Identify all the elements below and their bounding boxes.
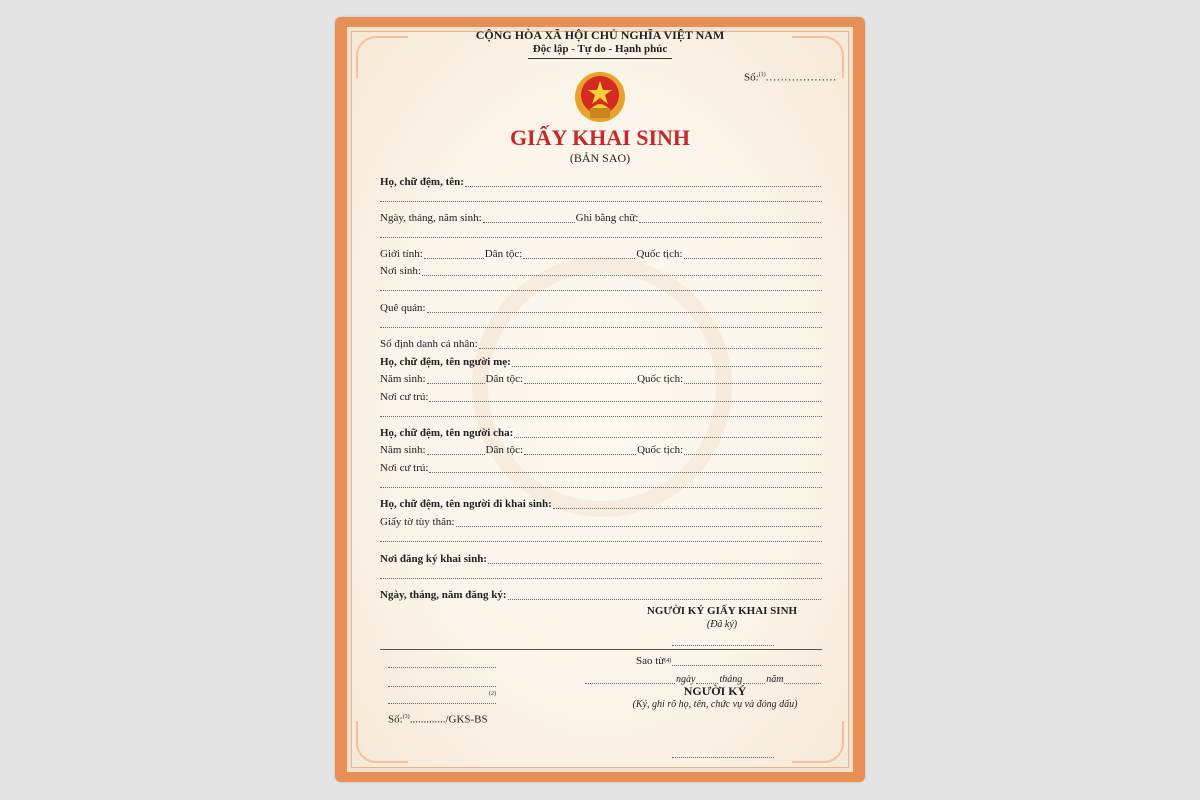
signature-line[interactable]	[672, 645, 774, 646]
copy-signer-title: NGƯỜI KÝ	[683, 684, 747, 698]
dots	[743, 683, 765, 684]
copy-from[interactable]	[636, 655, 822, 668]
dotted-line[interactable]	[380, 578, 822, 579]
note-ref: (1)	[758, 72, 766, 78]
dotted-line[interactable]	[380, 201, 822, 202]
label: Quốc tịch:	[637, 373, 684, 385]
dots	[456, 526, 821, 527]
label: Dân tộc:	[484, 248, 523, 260]
number-label: Số:	[744, 71, 759, 84]
dots	[684, 383, 821, 384]
dots	[508, 599, 821, 600]
label: Họ, chữ đệm, tên người cha:	[380, 427, 514, 439]
label: Quốc tịch:	[637, 444, 684, 456]
field-father-details[interactable]	[380, 444, 822, 457]
field-mother-residence[interactable]	[380, 391, 822, 404]
field-hometown[interactable]	[380, 302, 822, 315]
divider	[380, 649, 822, 650]
label: Quê quán:	[380, 302, 426, 314]
corner-ornament	[356, 36, 408, 78]
label: ngày	[676, 674, 696, 685]
certificate-number	[744, 69, 837, 85]
field-full-name[interactable]	[380, 176, 822, 189]
signer-note: (Đã ký)	[706, 619, 738, 630]
suffix: /GKS-BS	[445, 713, 488, 726]
label: Nơi đăng ký khai sinh:	[380, 553, 487, 565]
label: Họ, chữ đệm, tên người đi khai sinh:	[380, 498, 552, 510]
label: Năm sinh:	[380, 373, 426, 385]
dots	[639, 222, 821, 223]
copy-signer-note: (Ký, ghi rõ họ, tên, chức vụ và đóng dấu)	[632, 699, 798, 710]
label: Số:	[388, 713, 403, 726]
dotted-line[interactable]	[380, 327, 822, 328]
dots	[427, 454, 485, 455]
dots	[422, 275, 821, 276]
dotted-line[interactable]	[380, 237, 822, 238]
dots: .............	[409, 713, 446, 726]
field-birthplace[interactable]	[380, 265, 822, 278]
label: Giấy tờ tùy thân:	[380, 516, 455, 528]
label: năm	[766, 674, 784, 685]
field-declarant-name[interactable]	[380, 498, 822, 511]
field-id-number[interactable]	[380, 338, 822, 351]
dotted-line[interactable]	[380, 541, 822, 542]
label: Nơi cư trú:	[380, 391, 429, 403]
motto-underline	[528, 58, 672, 59]
label: Năm sinh:	[380, 444, 426, 456]
dotted-line[interactable]	[380, 290, 822, 291]
dots	[684, 454, 821, 455]
national-emblem-icon	[572, 70, 628, 126]
dots	[672, 665, 821, 666]
dots	[488, 563, 821, 564]
dots	[553, 508, 821, 509]
dots	[684, 258, 821, 259]
dotted-line[interactable]	[388, 667, 496, 668]
field-father-residence[interactable]	[380, 462, 822, 475]
dots	[524, 383, 636, 384]
field-mother-name[interactable]	[380, 356, 822, 369]
label: Nơi cư trú:	[380, 462, 429, 474]
emblem-watermark	[472, 257, 732, 517]
dotted-line[interactable]	[380, 487, 822, 488]
dots: ...................	[765, 71, 837, 84]
label: Sao từ	[636, 655, 665, 667]
dots	[784, 683, 821, 684]
motto: Độc lập - Tự do - Hạnh phúc	[532, 43, 668, 55]
label: Ghi bằng chữ:	[575, 212, 639, 224]
note-ref: (3)	[402, 714, 410, 720]
note-ref: (2)	[489, 691, 496, 697]
field-registration-place[interactable]	[380, 553, 822, 566]
dots	[514, 437, 821, 438]
signer-title: NGƯỜI KÝ GIẤY KHAI SINH	[646, 605, 798, 617]
dots	[523, 258, 635, 259]
note-ref: (4)	[664, 658, 672, 664]
document-title: GIẤY KHAI SINH	[509, 125, 691, 150]
dots	[483, 222, 575, 223]
label: Ngày, tháng, năm sinh:	[380, 212, 482, 224]
field-registration-date[interactable]	[380, 589, 822, 602]
dots	[429, 472, 821, 473]
label: Ngày, tháng, năm đăng ký:	[380, 589, 507, 601]
dotted-line[interactable]	[380, 416, 822, 417]
country-name: CỘNG HÒA XÃ HỘI CHỦ NGHĨA VIỆT NAM	[475, 28, 725, 42]
dotted-line[interactable]	[388, 703, 496, 704]
label: Quốc tịch:	[636, 248, 683, 260]
field-id-papers[interactable]	[380, 516, 822, 529]
dots	[585, 683, 675, 684]
label: Nơi sinh:	[380, 265, 421, 277]
label: Họ, chữ đệm, tên người mẹ:	[380, 356, 511, 368]
field-gender-ethnicity-nationality[interactable]	[380, 248, 822, 261]
dotted-line[interactable]	[388, 686, 496, 687]
dots	[465, 186, 821, 187]
label: Số định danh cá nhân:	[380, 338, 478, 350]
corner-ornament	[792, 721, 844, 763]
field-dob[interactable]	[380, 212, 822, 225]
corner-ornament	[356, 721, 408, 763]
dots	[427, 312, 821, 313]
dots	[524, 454, 636, 455]
dots	[424, 258, 484, 259]
document-subtitle: (BẢN SAO)	[569, 151, 631, 165]
label: Họ, chữ đệm, tên:	[380, 176, 464, 188]
field-father-name[interactable]	[380, 427, 822, 440]
label: Giới tính:	[380, 248, 423, 260]
dots	[479, 348, 821, 349]
label: Dân tộc:	[485, 373, 524, 385]
dots	[429, 401, 821, 402]
label: tháng	[719, 674, 743, 685]
copy-number[interactable]	[388, 711, 488, 727]
dots	[512, 366, 821, 367]
signature-line[interactable]	[672, 757, 774, 758]
field-mother-details[interactable]	[380, 373, 822, 386]
label: Dân tộc:	[485, 444, 524, 456]
dots	[427, 383, 485, 384]
